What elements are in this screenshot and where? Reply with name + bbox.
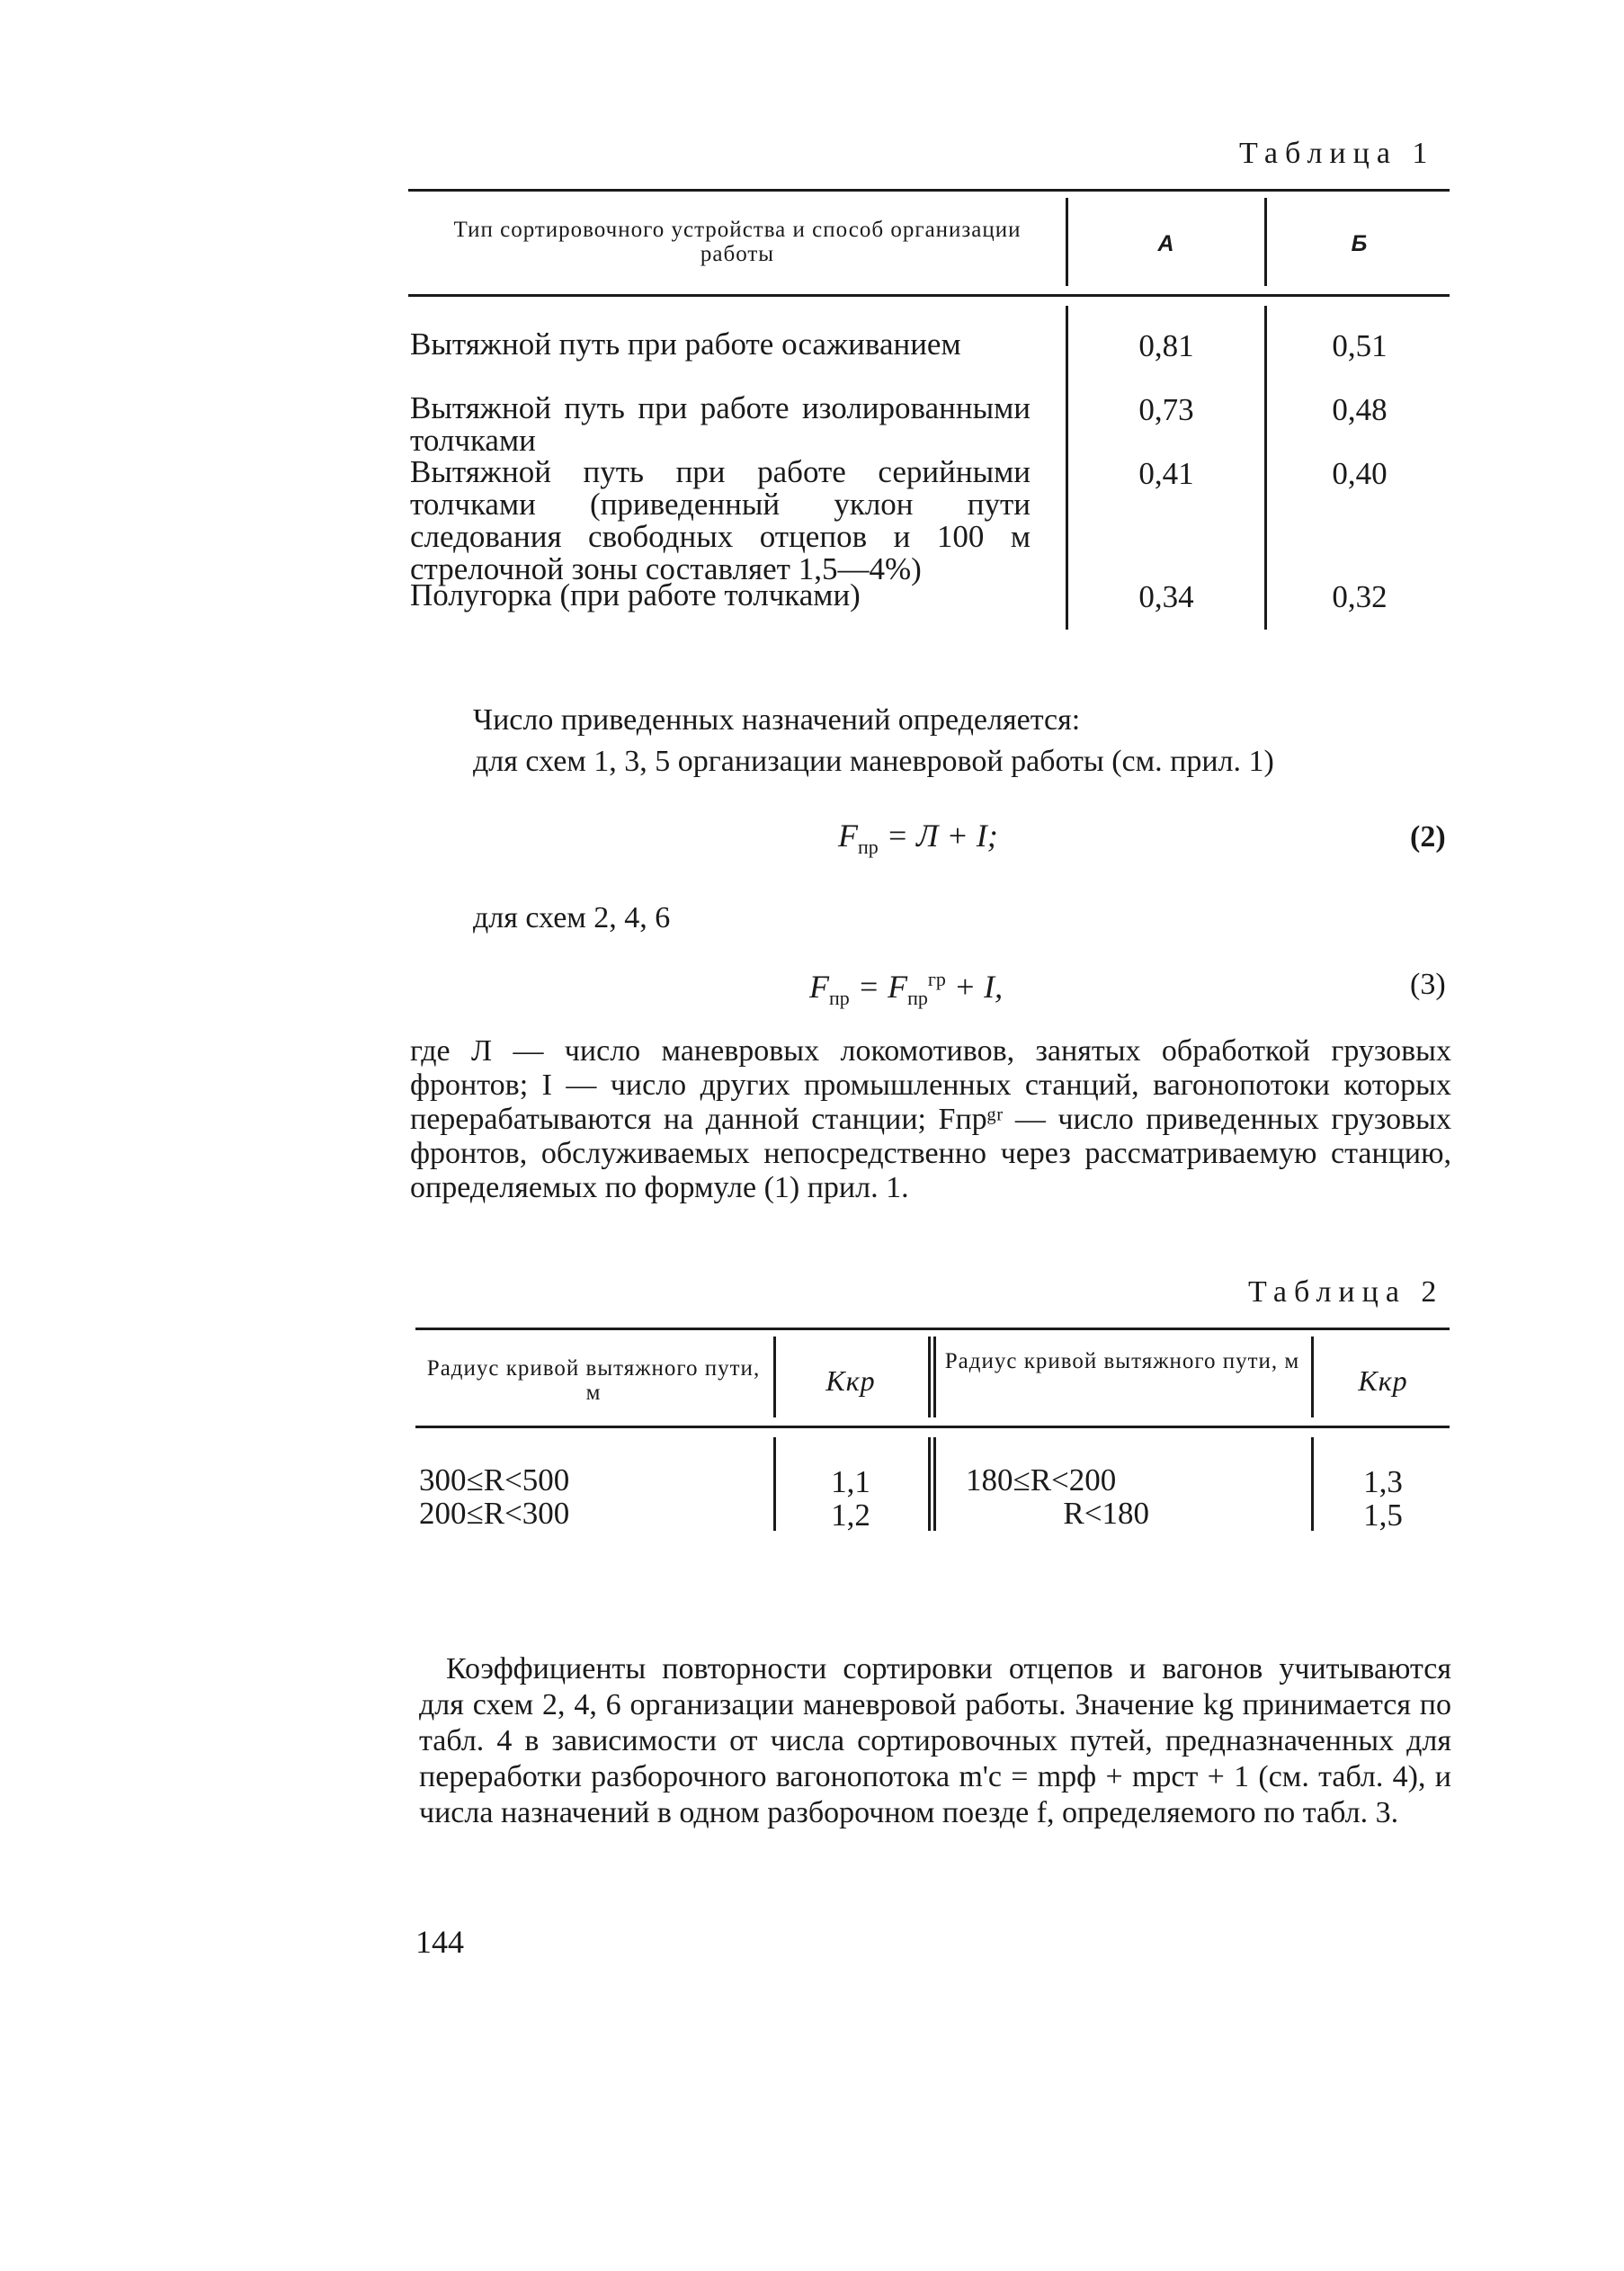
formula-3-number: (3) (1410, 968, 1446, 1001)
schemes-246-line: для схем 2, 4, 6 (473, 901, 671, 934)
coefficients-paragraph: Коэффициенты повторности сортировки отцепов и вагонов учитываются для схем 2, 4, 6 организации маневровой работы. Значение kg принимается по табл. 4 в зависимости от числа сортировочных путей, предназначенных для переработки разборочного вагонопотока m'c = mpф + mpст + 1 (см. табл. 4), и числа назначений в одном разборочном поезде f, определяемого по табл. 3. (419, 1652, 1451, 1829)
table2-row-2-radius-1: 200≤R<300 (419, 1496, 570, 1531)
table2-row-2-k-1: 1,2 (831, 1498, 870, 1533)
table2-divider-2b (933, 1337, 936, 1417)
table1-row-3-b: 0,40 (1332, 456, 1388, 491)
formula-3-mid: = F (849, 969, 908, 1005)
table2-divider-2a (928, 1337, 931, 1417)
formula-3 (809, 968, 1003, 1010)
table1-row-4-type: Полугорка (при работе толчками) (410, 577, 861, 612)
table2-divider-2b-body (933, 1437, 936, 1531)
table2-row-1-k-1: 1,1 (831, 1464, 870, 1499)
page-number: 144 (415, 1924, 464, 1960)
table2-header-rule (415, 1426, 1450, 1428)
table2-row-1-radius-1: 300≤R<500 (419, 1462, 570, 1498)
table1-row-1-a: 0,81 (1138, 328, 1194, 363)
intro-line: Число приведенных назначений определяется: (473, 703, 1081, 737)
table1-row-1-b: 0,51 (1332, 328, 1388, 363)
table2-top-rule (415, 1328, 1450, 1330)
table2-row-2-radius-2: R<180 (1063, 1496, 1149, 1531)
table1-header-b: Б (1351, 231, 1369, 256)
table1-row-2-a: 0,73 (1138, 392, 1194, 427)
formula-3-lhs: F (809, 969, 829, 1005)
table1-row-3-type: Вытяжной путь при работе серийными толчками (приведенный уклон пути следования свободных отцепов и 100 м стрелочной зоны составляет 1,5—4%) (410, 454, 1031, 586)
definitions-paragraph: где Л — число маневровых локомотивов, занятых обработкой грузовых фронтов; I — число других промышленных станций, вагонопотоки которых перерабатываются на данной станции; Fпрᵍʳ — число приведенных грузовых фронтов, обслуживаемых непосредственно через рассматриваемую станцию, определяемых по формуле (1) прил. 1. (410, 1034, 1451, 1204)
table1-row-3-a: 0,41 (1138, 456, 1194, 491)
table1-row-2-type: Вытяжной путь при работе изолированными толчками (410, 390, 1031, 458)
table2-header-radius-2: Радиус кривой вытяжного пути, м (944, 1349, 1300, 1373)
table1-header-type: Тип сортировочного устройства и способ организации работы (453, 218, 1022, 266)
table2-row-1-k-2: 1,3 (1363, 1464, 1403, 1499)
table2-row-2-k-2: 1,5 (1363, 1498, 1403, 1533)
table1-divider-2-body (1264, 306, 1267, 630)
table2-header-radius-1: Радиус кривой вытяжного пути, м (426, 1356, 761, 1405)
table2-caption: Таблица 2 (1248, 1275, 1444, 1309)
table1-divider-1-body (1066, 306, 1068, 630)
formula-2 (838, 817, 998, 859)
table1-divider-1 (1066, 198, 1068, 286)
table2-divider-2a-body (928, 1437, 931, 1531)
table2-header-k-2: Kкр (1358, 1364, 1408, 1397)
formula-3-mid-sub: пр (907, 987, 928, 1010)
formula-3-mid-sup: гр (927, 968, 946, 990)
table2-row-1-radius-2: 180≤R<200 (966, 1462, 1117, 1498)
schemes-135-line: для схем 1, 3, 5 организации маневровой работы (см. прил. 1) (473, 745, 1274, 778)
formula-2-lhs: F (838, 818, 858, 854)
table2-divider-1 (773, 1337, 776, 1417)
table1-row-4-a: 0,34 (1138, 579, 1194, 614)
table2-divider-3-body (1311, 1437, 1314, 1531)
table1-caption: Таблица 1 (1239, 137, 1435, 170)
table1-divider-2 (1264, 198, 1267, 286)
table1-row-2-b: 0,48 (1332, 392, 1388, 427)
formula-3-sub: пр (829, 987, 850, 1010)
table1-row-4-b: 0,32 (1332, 579, 1388, 614)
table1-row-1-type: Вытяжной путь при работе осаживанием (410, 326, 961, 362)
table2-divider-1-body (773, 1437, 776, 1531)
formula-3-rhs: + I, (945, 969, 1004, 1005)
formula-2-number: (2) (1410, 820, 1446, 854)
table2-divider-3 (1311, 1337, 1314, 1417)
table2-header-k-1: Kкр (825, 1364, 876, 1397)
table1-header-a: А (1157, 231, 1175, 256)
table1-header-rule (408, 294, 1450, 297)
formula-2-sub: пр (858, 836, 879, 859)
formula-2-rhs: = Л + I; (878, 818, 998, 854)
table1-top-rule (408, 189, 1450, 192)
